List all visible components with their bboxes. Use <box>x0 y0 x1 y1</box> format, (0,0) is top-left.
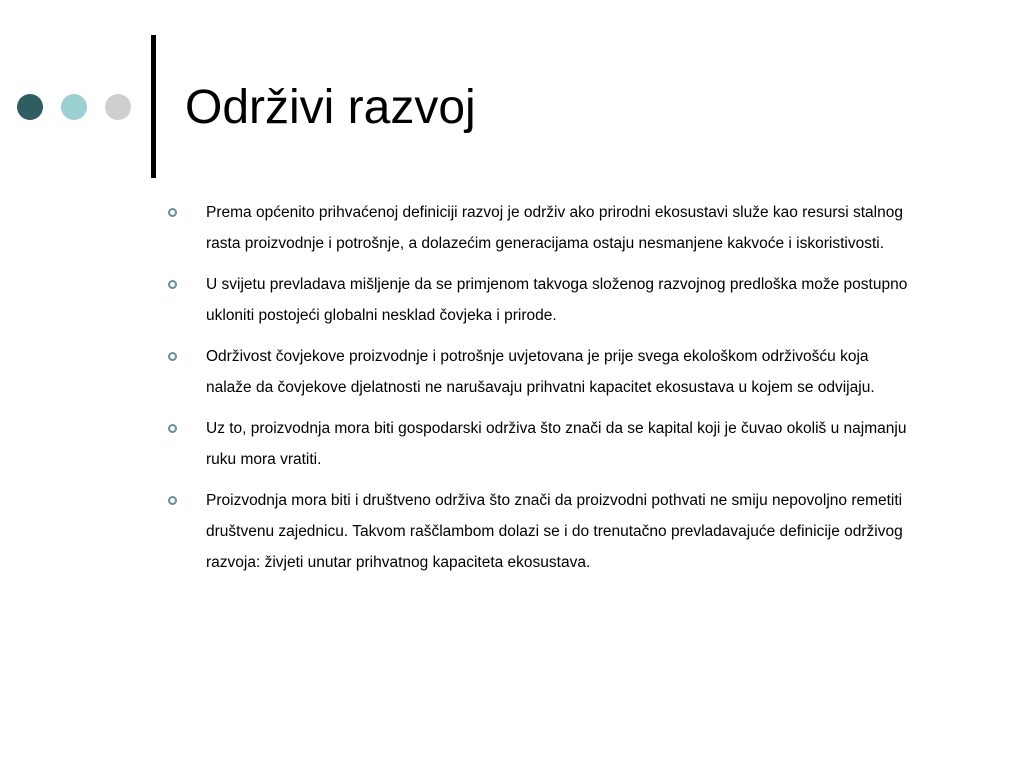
bullet-text: Održivost čovjekove proizvodnje i potrošnje uvjetovana je prije svega ekološkom održivošću koja nalaže da čovjekove djelatnosti ne narušavaju prihvatni kapacitet ekosustava u kojem se odvijaju. <box>206 348 875 396</box>
bullet-item <box>166 197 916 259</box>
bullet-text: U svijetu prevladava mišljenje da se primjenom takvoga složenog razvojnog predloška može postupno ukloniti postojeći globalni nesklad čovjeka i prirode. <box>206 276 908 324</box>
teal-dot-icon <box>17 94 43 120</box>
bullet-circle-icon <box>168 352 177 361</box>
decorative-dots <box>17 94 131 120</box>
bullet-item <box>166 485 916 578</box>
bullet-item <box>166 413 916 475</box>
bullet-circle-icon <box>168 280 177 289</box>
title-divider <box>151 35 156 178</box>
bullet-text: Proizvodnja mora biti i društveno održiva što znači da proizvodni pothvati ne smiju nepovoljno remetiti društvenu zajednicu. Takvom raščlambom dolazi se i do trenutačno prevladavajuće definicije održivog razvoja: živjeti unutar prihvatnog kapaciteta ekosustava. <box>206 492 903 571</box>
slide-title: Održivi razvoj <box>185 81 476 134</box>
bullet-text: Prema općenito prihvaćenoj definiciji razvoj je održiv ako prirodni ekosustavi služe kao resursi stalnog rasta proizvodnje i potrošnje, a dolazećim generacijama ostaju nesmanjene kakvoće i iskoristivosti. <box>206 204 903 252</box>
gray-dot-icon <box>105 94 131 120</box>
light-blue-dot-icon <box>61 94 87 120</box>
bullet-list <box>166 197 916 588</box>
bullet-item <box>166 269 916 331</box>
bullet-circle-icon <box>168 496 177 505</box>
bullet-item <box>166 341 916 403</box>
bullet-text: Uz to, proizvodnja mora biti gospodarski održiva što znači da se kapital koji je čuvao okoliš u najmanju ruku mora vratiti. <box>206 420 907 468</box>
bullet-circle-icon <box>168 424 177 433</box>
bullet-circle-icon <box>168 208 177 217</box>
